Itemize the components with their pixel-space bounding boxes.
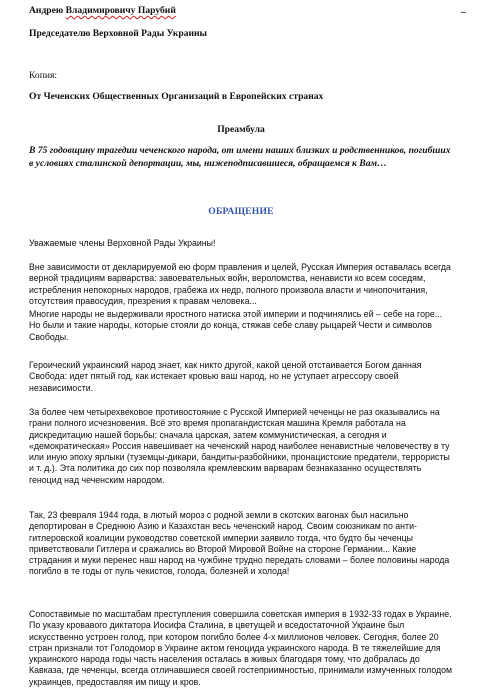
addressee-line [29, 4, 466, 18]
sender-line: От Чеченских Общественных Организаций в Европейских странах [29, 91, 324, 102]
paragraph-1-text: Вне зависимости от декларируемой ею форм правления и целей, Русская Империя оставалась всегда верной традициям варварства: завоевательных войн, вероломства, ненависти ко всем соседям, истребления непокорных народов, грабежа их недр, полного произвола власти и чинопочитания, отсутствия правосудия, презрения к правам человека... [29, 262, 451, 306]
paragraph-6-text: Сопоставимые по масштабам преступления совершила советская империя в 1932-33 годах в Украине. По указу кровавого диктатора Иосифа Сталина, в цветущей и вседостаточной Украине был искусственно устроен голод, при котором погибло более 4-х миллионов человек. Сегодня, более 20 стран признали тот Голодомор в Украине актом геноцида украинского народа. В те тяжелейшие для украинского народа годы часть населения осталась в живых благодаря тому, что добралась до Кавказа, где чеченцы, всегда отличавшиеся своей гостеприимностью, принимали измученных голодом украинцев, предоставляя им пищу и кров. [29, 609, 453, 687]
paragraph-5-text: Так, 23 февраля 1944 года, в лютый мороз с родной земли в скотских вагонах был насильно депортирован в Среднюю Азию и Казахстан весь чеченский народ. Своим союзникам по анти-гитлеровской коалиции руководство советской империи заявило тогда, что будто бы чеченцы приветствовали Гитлера и сражались во Второй Мировой Войне на стороне Германии... Какие страдания и муки перенес наш народ на чужбине трудно передать словами – более половины народа погибло в те годы от пуль чекистов, голода, болезней и холода! [29, 510, 450, 577]
greeting: Уважаемые члены Верховной Рады Украины! [29, 238, 216, 248]
preamble-text: В 75 годовщину трагедии чеченского народа, от имени наших близких и родственников, погибших в условиях сталинской депортации, мы, нижеподписавшиеся, обращаемся к Вам… [29, 145, 451, 169]
paragraph-1 [29, 262, 453, 307]
addressee-first-name: Андрею [29, 5, 64, 16]
preamble-title: Преамбула [217, 124, 265, 135]
paragraph-3 [29, 360, 453, 394]
addressee-last-name: Владимировичу Парубий [65, 5, 176, 16]
paragraph-4-text: За более чем четырехвековое противостояние с Русской Империей чеченцы не раз оказывались на грани полного исчезновения. Всё это время пропагандистская машина Кремля работала на дискредитацию нашей борьбы: сначала царская, затем коммунистическая, а сегодня и «демократическая» Россия навешивает на чеченский народ наиболее ненавистные человечеству в ту или иную эпоху ярлыки (туземцы-дикари, бандиты-разбойники, пронацистские предатели, террористы и т. д.). Эта политика до сих пор позволяла кремлевским варварам безнаказанно осуществлять геноцид над чеченским народом. [29, 407, 450, 485]
paragraph-5 [29, 510, 453, 578]
appeal-title: ОБРАЩЕНИЕ [208, 206, 274, 217]
addressee-position: Председателю Верховной Рады Украины [29, 28, 208, 39]
paragraph-2-text: Многие народы не выдерживали яростного натиска этой империи и подчинялись ей – себе на горе... Но были и такие народы, которые стояли до конца, стяжав себе славу рыцарей Чести и символов Свободы. [29, 309, 443, 342]
paragraph-2 [29, 309, 453, 343]
paragraph-6 [29, 609, 453, 688]
copy-label: Копия: [29, 70, 58, 81]
paragraph-4 [29, 407, 453, 486]
header-dash: – [461, 7, 466, 18]
paragraph-3-text: Героический украинский народ знает, как никто другой, какой ценой отстаивается Богом данная Свобода: идет пятый год, как истекает кровью ваш народ, но не уступает агрессору своей независимости. [29, 360, 422, 393]
